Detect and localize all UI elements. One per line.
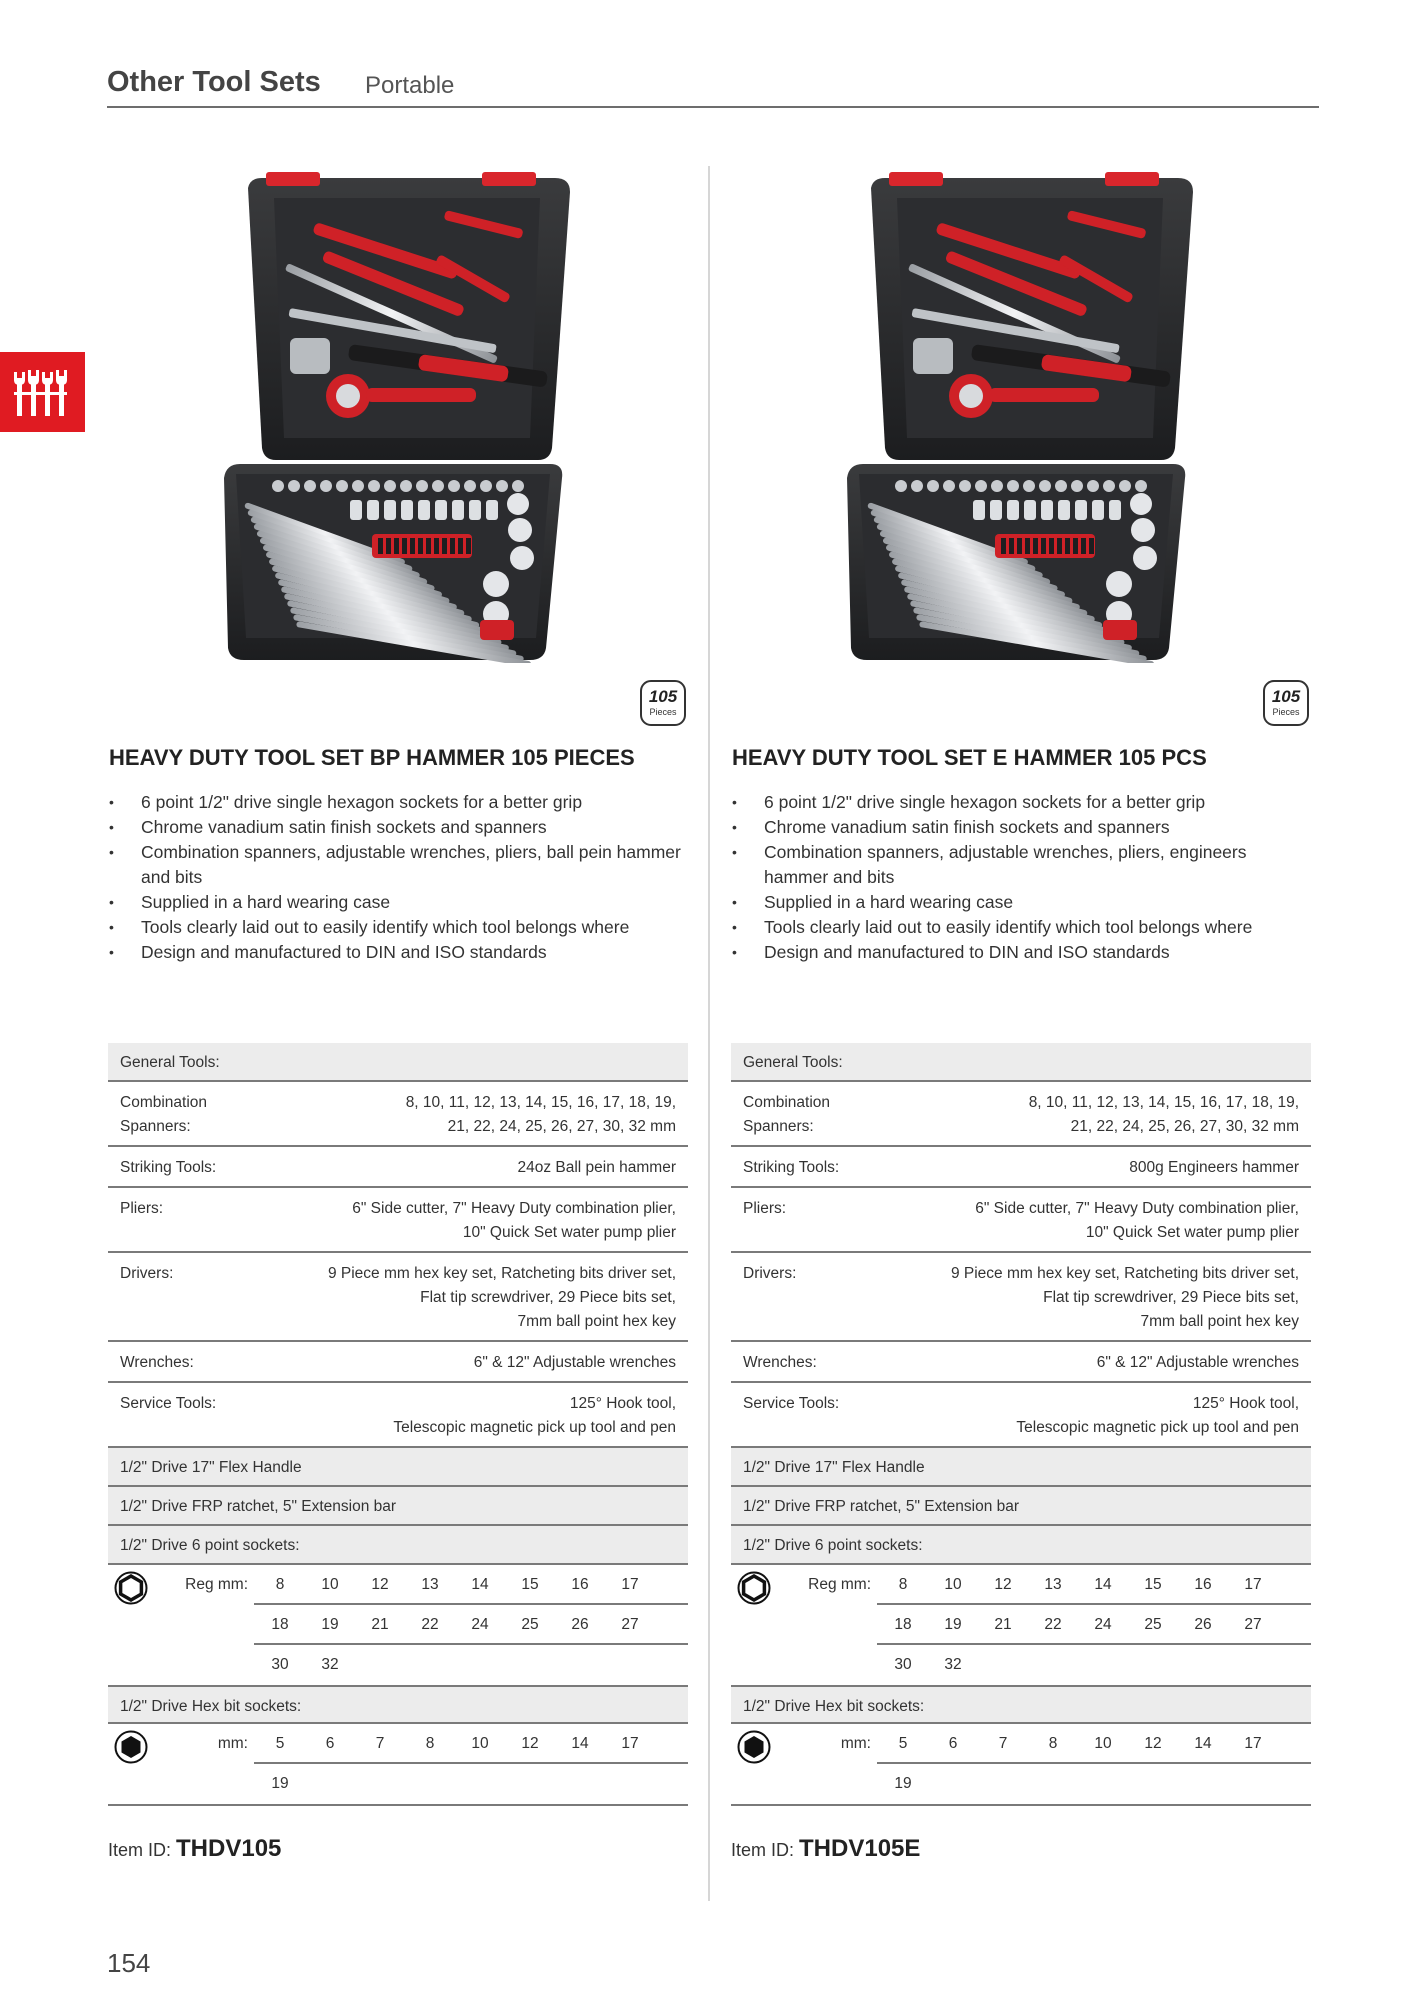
size-value: 22 — [421, 1616, 439, 1633]
size-value: 16 — [571, 1576, 589, 1593]
spec-label: Striking Tools: — [120, 1159, 217, 1176]
hexbit-size-label: mm: — [840, 1735, 871, 1752]
size-value: 26 — [1194, 1616, 1212, 1633]
spec-row — [108, 1082, 688, 1147]
size-value: 8 — [1048, 1735, 1058, 1752]
feature-item: • Supplied in a hard wearing case — [731, 890, 1311, 915]
sockets-size-label: Reg mm: — [808, 1576, 871, 1593]
size-value: 17 — [621, 1576, 639, 1593]
spec-label: Drivers: — [120, 1265, 174, 1282]
size-value: 15 — [521, 1576, 539, 1593]
spec-value-line: Flat tip screwdriver, 29 Piece bits set, — [1043, 1289, 1299, 1306]
spec-value-line: 6" & 12" Adjustable wrenches — [1096, 1354, 1299, 1371]
spec-table — [731, 1043, 1311, 1806]
spec-group-heading: General Tools: — [731, 1043, 1311, 1082]
pieces-badge — [640, 680, 686, 726]
size-value: 14 — [471, 1576, 489, 1593]
spec-table — [108, 1043, 688, 1806]
category-tab — [0, 352, 85, 432]
feature-item: • 6 point 1/2" drive single hexagon sockets for a better grip — [731, 790, 1311, 815]
spec-value-line: 7mm ball point hex key — [1140, 1313, 1299, 1330]
item-id-label: Item ID: — [731, 1840, 800, 1860]
size-value: 5 — [275, 1735, 285, 1752]
spec-value-line: 21, 22, 24, 25, 26, 27, 30, 32 mm — [1070, 1118, 1299, 1135]
hexbit-sizes — [108, 1724, 688, 1806]
size-value: 14 — [1194, 1735, 1212, 1752]
size-value: 21 — [371, 1616, 389, 1633]
size-value: 16 — [1194, 1576, 1212, 1593]
size-value: 17 — [1244, 1576, 1262, 1593]
size-value: 12 — [521, 1735, 539, 1752]
hex-socket-icon — [737, 1571, 771, 1605]
spec-value-line: 125° Hook tool, — [1192, 1395, 1299, 1412]
spec-value-line: 21, 22, 24, 25, 26, 27, 30, 32 mm — [447, 1118, 676, 1135]
item-id-label: Item ID: — [108, 1840, 177, 1860]
product-title: HEAVY DUTY TOOL SET E HAMMER 105 PCS — [732, 745, 1207, 770]
pieces-label: Pieces — [1272, 707, 1300, 717]
size-value: 22 — [1044, 1616, 1062, 1633]
spec-value-line: 125° Hook tool, — [569, 1395, 676, 1412]
item-id — [731, 1835, 920, 1863]
size-line — [108, 1565, 688, 1605]
feature-item: • 6 point 1/2" drive single hexagon sockets for a better grip — [108, 790, 688, 815]
spec-label: Service Tools: — [120, 1395, 217, 1412]
size-value: 8 — [898, 1576, 908, 1593]
size-value: 6 — [325, 1735, 335, 1752]
size-value: 7 — [375, 1735, 385, 1752]
size-line — [108, 1645, 688, 1685]
tool-case-image — [200, 168, 600, 663]
size-value: 14 — [571, 1735, 589, 1752]
flex-handle-row: 1/2" Drive 17" Flex Handle — [108, 1448, 688, 1487]
size-value: 19 — [894, 1775, 912, 1792]
feature-item: • Design and manufactured to DIN and ISO standards — [108, 940, 688, 965]
size-value: 8 — [425, 1735, 435, 1752]
sockets-heading: 1/2" Drive 6 point sockets: — [108, 1526, 688, 1565]
size-value: 13 — [421, 1576, 439, 1593]
tool-case-image — [823, 168, 1223, 663]
spec-row — [731, 1188, 1311, 1253]
page-header — [107, 64, 1319, 108]
size-value: 27 — [1244, 1616, 1262, 1633]
section-subtitle: Portable — [365, 72, 455, 99]
size-value: 18 — [271, 1616, 289, 1633]
size-value: 7 — [998, 1735, 1008, 1752]
size-value: 21 — [994, 1616, 1012, 1633]
size-value: 32 — [944, 1656, 962, 1673]
spec-label: Striking Tools: — [743, 1159, 840, 1176]
spec-value-line: 8, 10, 11, 12, 13, 14, 15, 16, 17, 18, 19, — [405, 1094, 676, 1111]
feature-item: • Chrome vanadium satin finish sockets and spanners — [731, 815, 1311, 840]
size-line — [731, 1605, 1311, 1645]
spec-value-line: 9 Piece mm hex key set, Ratcheting bits driver set, — [950, 1265, 1299, 1282]
size-value: 8 — [275, 1576, 285, 1593]
spec-row — [731, 1383, 1311, 1448]
feature-item: • Tools clearly laid out to easily identify which tool belongs where — [731, 915, 1311, 940]
spec-value-line: 800g Engineers hammer — [1129, 1159, 1299, 1176]
flex-handle-row: 1/2" Drive 17" Flex Handle — [731, 1448, 1311, 1487]
size-line — [731, 1764, 1311, 1804]
spec-value-line: 9 Piece mm hex key set, Ratcheting bits driver set, — [327, 1265, 676, 1282]
size-value: 10 — [471, 1735, 489, 1752]
size-line — [731, 1724, 1311, 1764]
pieces-badge — [1263, 680, 1309, 726]
spec-row — [108, 1188, 688, 1253]
spec-value-line: Flat tip screwdriver, 29 Piece bits set, — [420, 1289, 676, 1306]
spec-label: Wrenches: — [120, 1354, 194, 1371]
size-value: 26 — [571, 1616, 589, 1633]
hexbit-heading: 1/2" Drive Hex bit sockets: — [731, 1685, 1311, 1724]
size-line — [108, 1605, 688, 1645]
size-value: 19 — [944, 1616, 962, 1633]
pieces-count: 105 — [648, 687, 678, 706]
spec-label: Combination Spanners: — [743, 1094, 831, 1135]
size-value: 10 — [944, 1576, 962, 1593]
spec-value-line: 10" Quick Set water pump plier — [1085, 1224, 1299, 1241]
feature-item: • Tools clearly laid out to easily identify which tool belongs where — [108, 915, 688, 940]
spec-label: Service Tools: — [743, 1395, 840, 1412]
feature-list — [731, 790, 1311, 965]
feature-item: • Design and manufactured to DIN and ISO standards — [731, 940, 1311, 965]
spec-value-line: 6" Side cutter, 7" Heavy Duty combination plier, — [352, 1200, 676, 1217]
pieces-label: Pieces — [649, 707, 677, 717]
tools-icon — [14, 366, 70, 418]
feature-item: • Combination spanners, adjustable wrenches, pliers, engineers hammer and bits — [731, 840, 1311, 890]
spec-row — [731, 1082, 1311, 1147]
spec-label: Pliers: — [120, 1200, 164, 1217]
size-value: 32 — [321, 1656, 339, 1673]
size-value: 19 — [271, 1775, 289, 1792]
item-id-value: THDV105 — [176, 1835, 282, 1862]
hexbit-sizes — [731, 1724, 1311, 1806]
hex-bit-icon — [737, 1730, 771, 1764]
size-value: 12 — [1144, 1735, 1162, 1752]
size-line — [108, 1764, 688, 1804]
product-title: HEAVY DUTY TOOL SET BP HAMMER 105 PIECES — [109, 745, 635, 770]
sockets-size-label: Reg mm: — [185, 1576, 248, 1593]
socket-sizes — [108, 1565, 688, 1685]
size-line — [108, 1724, 688, 1764]
size-value: 24 — [1094, 1616, 1112, 1633]
hex-bit-icon — [114, 1730, 148, 1764]
item-id-value: THDV105E — [799, 1835, 921, 1862]
column-divider — [708, 166, 710, 1901]
spec-value-line: 6" & 12" Adjustable wrenches — [473, 1354, 676, 1371]
spec-group-heading: General Tools: — [108, 1043, 688, 1082]
size-value: 5 — [898, 1735, 908, 1752]
feature-item: • Combination spanners, adjustable wrenches, pliers, ball pein hammer and bits — [108, 840, 688, 890]
feature-list — [108, 790, 688, 965]
section-title: Other Tool Sets — [107, 66, 321, 98]
size-line — [731, 1645, 1311, 1685]
spec-value-line: Telescopic magnetic pick up tool and pen — [1016, 1419, 1299, 1436]
size-value: 17 — [1244, 1735, 1262, 1752]
size-value: 25 — [521, 1616, 539, 1633]
hex-socket-icon — [114, 1571, 148, 1605]
feature-item: • Chrome vanadium satin finish sockets and spanners — [108, 815, 688, 840]
spec-row — [731, 1342, 1311, 1383]
size-value: 30 — [894, 1656, 912, 1673]
size-value: 30 — [271, 1656, 289, 1673]
spec-row — [108, 1342, 688, 1383]
feature-item: • Supplied in a hard wearing case — [108, 890, 688, 915]
size-value: 15 — [1144, 1576, 1162, 1593]
spec-value-line: 8, 10, 11, 12, 13, 14, 15, 16, 17, 18, 19, — [1028, 1094, 1299, 1111]
ratchet-row: 1/2" Drive FRP ratchet, 5" Extension bar — [108, 1487, 688, 1526]
size-value: 14 — [1094, 1576, 1112, 1593]
size-value: 13 — [1044, 1576, 1062, 1593]
spec-row — [108, 1147, 688, 1188]
product-left — [108, 160, 688, 1880]
spec-value-line: 10" Quick Set water pump plier — [462, 1224, 676, 1241]
sockets-heading: 1/2" Drive 6 point sockets: — [731, 1526, 1311, 1565]
hexbit-heading: 1/2" Drive Hex bit sockets: — [108, 1685, 688, 1724]
size-value: 17 — [621, 1735, 639, 1752]
size-value: 10 — [321, 1576, 339, 1593]
size-value: 27 — [621, 1616, 639, 1633]
ratchet-row: 1/2" Drive FRP ratchet, 5" Extension bar — [731, 1487, 1311, 1526]
size-value: 25 — [1144, 1616, 1162, 1633]
spec-label: Pliers: — [743, 1200, 787, 1217]
page-number: 154 — [107, 1948, 151, 1978]
pieces-count: 105 — [1271, 687, 1301, 706]
product-right — [731, 160, 1311, 1880]
hexbit-size-label: mm: — [217, 1735, 248, 1752]
spec-value-line: Telescopic magnetic pick up tool and pen — [393, 1419, 676, 1436]
spec-row — [108, 1253, 688, 1342]
spec-row — [108, 1383, 688, 1448]
size-value: 18 — [894, 1616, 912, 1633]
size-value: 12 — [371, 1576, 389, 1593]
spec-label: Drivers: — [743, 1265, 797, 1282]
size-value: 6 — [948, 1735, 958, 1752]
size-value: 10 — [1094, 1735, 1112, 1752]
size-line — [731, 1565, 1311, 1605]
spec-label: Combination Spanners: — [120, 1094, 208, 1135]
size-value: 12 — [994, 1576, 1012, 1593]
spec-value-line: 7mm ball point hex key — [517, 1313, 676, 1330]
size-value: 19 — [321, 1616, 339, 1633]
size-value: 24 — [471, 1616, 489, 1633]
spec-value-line: 6" Side cutter, 7" Heavy Duty combination plier, — [975, 1200, 1299, 1217]
socket-sizes — [731, 1565, 1311, 1685]
item-id — [108, 1835, 281, 1863]
spec-row — [731, 1253, 1311, 1342]
spec-label: Wrenches: — [743, 1354, 817, 1371]
spec-value-line: 24oz Ball pein hammer — [517, 1159, 676, 1176]
spec-row — [731, 1147, 1311, 1188]
